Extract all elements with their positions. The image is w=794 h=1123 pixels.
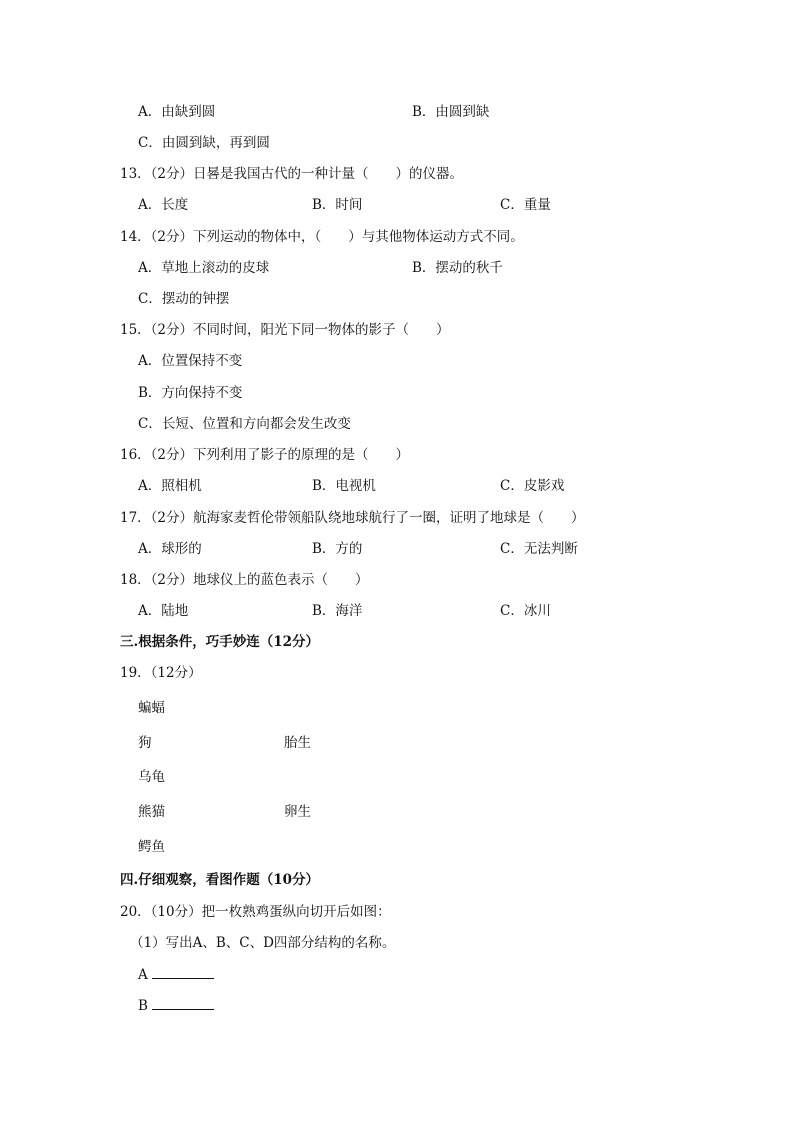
q14-stem: 14．（2分）下列运动的物体中，（ ）与其他物体运动方式不同。 [120,229,524,245]
q13-option-a: A．长度 [138,197,189,213]
q12-option-b: B．由圆到缺 [412,104,490,120]
q18-option-c: C．冰川 [500,603,551,619]
q20-blank-a-label: A [138,967,148,983]
q19-animal-crocodile: 鳄鱼 [138,839,165,855]
q18-option-a: A．陆地 [138,603,189,619]
q15-option-a: A．位置保持不变 [138,353,243,369]
q18-option-b: B．海洋 [312,603,363,619]
q15-stem: 15．（2分）不同时间，阳光下同一物体的影子（ ） [120,322,450,338]
q20-blank-b[interactable] [138,996,214,1016]
q13-stem: 13．（2分）日晷是我国古代的一种计量（ ）的仪器。 [120,166,464,182]
q18-stem: 18．（2分）地球仪上的蓝色表示（ ） [120,572,369,588]
q19-type-viviparous: 胎生 [284,735,311,751]
q14-option-c: C．摆动的钟摆 [138,291,230,307]
q13-option-c: C．重量 [500,197,551,213]
q20-blank-a[interactable] [138,965,214,985]
q19-animal-panda: 熊猫 [138,804,165,820]
q12-option-c: C．由圆到缺，再到圆 [138,135,270,151]
q16-option-c: C．皮影戏 [500,478,565,494]
q17-stem: 17．（2分）航海家麦哲伦带领船队绕地球航行了一圈，证明了地球是（ ） [120,510,585,526]
q20-subquestion-1: （1）写出A、B、C、D四部分结构的名称。 [130,935,396,951]
q16-option-b: B．电视机 [312,478,376,494]
q15-option-b: B．方向保持不变 [138,385,243,401]
section-3-title: 三.根据条件，巧手妙连（12分） [120,634,319,650]
q19-stem: 19．（12分） [120,665,202,681]
q19-type-oviparous: 卵生 [284,804,311,820]
q20-blank-a-line[interactable] [152,966,214,979]
q20-blank-b-label: B [138,998,148,1014]
q13-option-b: B．时间 [312,197,363,213]
q16-stem: 16．（2分）下列利用了影子的原理的是（ ） [120,447,410,463]
q17-option-a: A．球形的 [138,541,202,557]
q17-option-b: B．方的 [312,541,363,557]
q14-option-a: A．草地上滚动的皮球 [138,260,270,276]
q19-animal-dog: 狗 [138,735,152,751]
q14-option-b: B．摆动的秋千 [412,260,503,276]
q20-blank-b-line[interactable] [152,997,214,1010]
section-4-title: 四.仔细观察，看图作题（10分） [120,872,319,888]
q15-option-c: C．长短、位置和方向都会发生改变 [138,416,351,432]
q16-option-a: A．照相机 [138,478,202,494]
q17-option-c: C．无法判断 [500,541,578,557]
q19-animal-bat: 蝙蝠 [138,700,165,716]
q12-option-a: A．由缺到圆 [138,104,216,120]
q19-animal-turtle: 乌龟 [138,769,165,785]
q20-stem: 20．（10分）把一枚熟鸡蛋纵向切开后如图： [120,904,391,920]
